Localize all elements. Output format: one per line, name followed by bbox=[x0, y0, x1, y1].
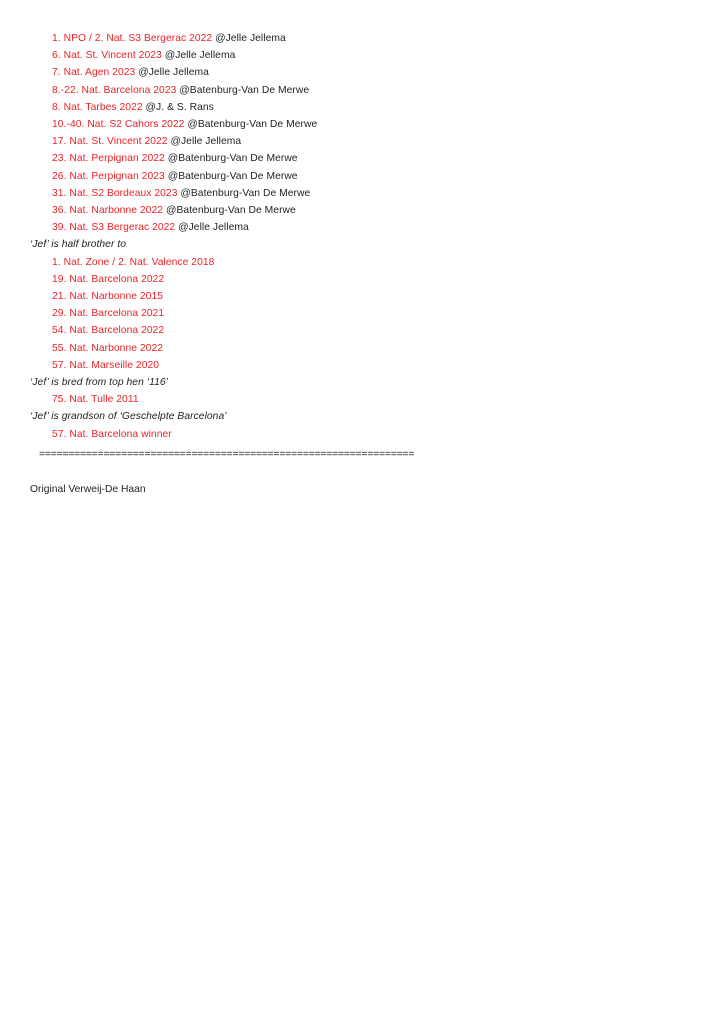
result-owner: @Jelle Jellema bbox=[215, 33, 286, 44]
result-line bbox=[30, 30, 689, 47]
result-text: 1. Nat. Zone / 2. Nat. Valence 2018 bbox=[52, 256, 215, 268]
relation-note-text: ‘Jef’ is half brother to bbox=[30, 239, 127, 251]
result-line bbox=[30, 391, 689, 408]
result-owner: @Batenburg-Van De Merwe bbox=[187, 119, 318, 131]
result-line bbox=[30, 64, 689, 81]
result-line bbox=[30, 219, 689, 236]
result-text: 54. Nat. Barcelona 2022 bbox=[52, 325, 165, 337]
result-line bbox=[30, 357, 689, 374]
result-line bbox=[30, 254, 689, 271]
result-line bbox=[30, 426, 689, 443]
result-owner: @Jelle Jellema bbox=[178, 222, 249, 234]
relation-note bbox=[30, 374, 689, 391]
result-line bbox=[30, 168, 689, 185]
result-text: 75. Nat. Tulle 2011 bbox=[52, 394, 139, 406]
result-line bbox=[30, 288, 689, 305]
relation-note-text: ‘Jef’ is bred from top hen ‘116’ bbox=[30, 377, 169, 389]
result-owner: @J. & S. Rans bbox=[145, 101, 214, 113]
result-line bbox=[30, 202, 689, 219]
section-divider: ================================================================ bbox=[39, 448, 415, 460]
result-line bbox=[30, 340, 689, 357]
result-owner: @Batenburg-Van De Merwe bbox=[165, 205, 296, 217]
result-text: 55. Nat. Narbonne 2022 bbox=[52, 342, 164, 354]
origin-note: Original Verweij-De Haan bbox=[30, 484, 146, 496]
result-owner: @Batenburg-Van De Merwe bbox=[179, 84, 310, 96]
result-text: 7. Nat. Agen 2023 bbox=[52, 67, 139, 79]
result-line bbox=[30, 82, 689, 99]
result-text: 36. Nat. Narbonne 2022 bbox=[52, 205, 166, 217]
result-text: 6. Nat. St. Vincent 2023 bbox=[52, 50, 165, 62]
result-line bbox=[30, 133, 689, 150]
relation-note bbox=[30, 408, 689, 425]
result-line bbox=[30, 116, 689, 133]
result-line bbox=[30, 99, 689, 116]
relation-note-text: ‘Jef’ is grandson of ‘Geschelpte Barcelona’ bbox=[30, 411, 227, 423]
result-owner: @Batenburg-Van De Merwe bbox=[167, 170, 298, 182]
result-text: 57. Nat. Marseille 2020 bbox=[52, 359, 160, 371]
result-text: 21. Nat. Narbonne 2015 bbox=[52, 291, 164, 303]
result-text: 26. Nat. Perpignan 2023 bbox=[52, 170, 168, 182]
result-line bbox=[30, 322, 689, 339]
result-text: 23. Nat. Perpignan 2022 bbox=[52, 153, 168, 165]
relation-note bbox=[30, 236, 689, 253]
result-owner: @Batenburg-Van De Merwe bbox=[180, 187, 311, 199]
result-text: 29. Nat. Barcelona 2021 bbox=[52, 308, 165, 320]
result-owner: @Batenburg-Van De Merwe bbox=[167, 153, 298, 165]
result-text: 10.-40. Nat. S2 Cahors 2022 bbox=[52, 119, 188, 131]
result-text: 8. Nat. Tarbes 2022 bbox=[52, 101, 146, 113]
result-owner: @Jelle Jellema bbox=[138, 67, 209, 79]
result-owner: @Jelle Jellema bbox=[164, 50, 236, 62]
result-text: 39. Nat. S3 Bergerac 2022 bbox=[52, 222, 179, 234]
result-text: 31. Nat. S2 Bordeaux 2023 bbox=[52, 187, 181, 199]
result-text: 8.-22. Nat. Barcelona 2023 bbox=[52, 84, 180, 96]
document-body bbox=[30, 30, 689, 443]
result-line bbox=[30, 185, 689, 202]
result-text: 1. NPO / 2. Nat. S3 Bergerac 2022 bbox=[52, 33, 216, 44]
result-text: 17. Nat. St. Vincent 2022 bbox=[52, 136, 171, 148]
result-owner: @Jelle Jellema bbox=[170, 136, 242, 148]
result-line bbox=[30, 150, 689, 167]
result-line bbox=[30, 47, 689, 64]
result-text: 57. Nat. Barcelona winner bbox=[52, 428, 172, 440]
result-line bbox=[30, 271, 689, 288]
result-line bbox=[30, 305, 689, 322]
result-text: 19. Nat. Barcelona 2022 bbox=[52, 273, 165, 285]
